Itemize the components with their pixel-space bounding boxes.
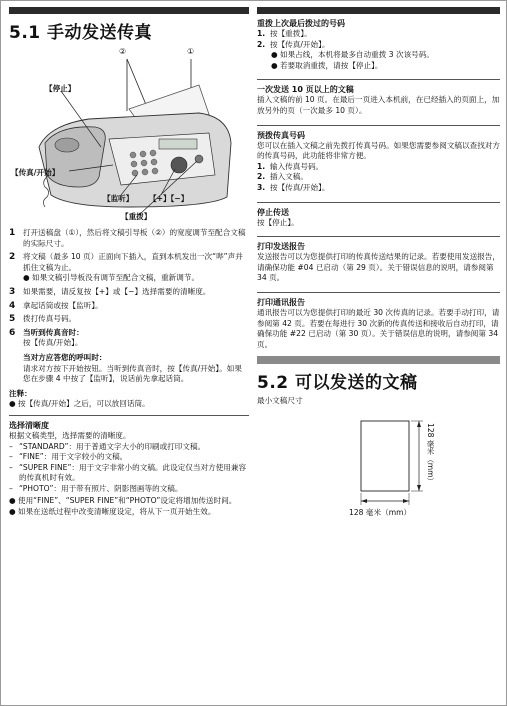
step-text: 拿起话筒或按【监听】。 — [23, 300, 103, 310]
step-6 — [9, 328, 249, 349]
step-2-bullet: ● 如果文稿引导板没有调节至配合文稿，重新调节。 — [23, 273, 200, 283]
section-bar — [257, 356, 500, 364]
step-6-action: 按【传真/开始】。 — [23, 338, 83, 348]
journal-heading: 打印通讯报告 — [257, 297, 305, 307]
answer-block — [9, 353, 249, 385]
step-text: 如果需要，请反复按【+】或【−】选择需要的清晰度。 — [23, 286, 211, 296]
callout-1: ① — [187, 47, 195, 56]
redial-heading: 重拨上次最后拨过的号码 — [257, 19, 345, 28]
note-heading: 注释： — [9, 388, 32, 398]
label-redial: 【重拨】 — [121, 212, 152, 221]
label-plus-minus: 【+】【−】 — [149, 194, 189, 203]
divider — [257, 79, 500, 80]
resolution-item: – “FINE”：用于文字较小的文稿。 — [9, 452, 128, 462]
section-title-5-1: 5.1 手动发送传真 — [9, 23, 153, 43]
resolution-heading: 选择清晰度 — [9, 420, 49, 430]
redial-bullet: ● 如果占线，本机将最多自动重拨 3 次该号码。 — [271, 50, 434, 60]
dimension-vertical: 128 毫米（mm） — [426, 422, 435, 485]
step-1 — [9, 228, 249, 249]
resolution-item: – “STANDARD”：用于普通文字大小的印刷或打印文稿。 — [9, 441, 206, 451]
bullet-dot-icon: ● — [271, 50, 278, 60]
step-text: 打开送稿盘（①），然后将文稿引导板（②）的宽度调节至配合文稿的实际尺寸。 — [23, 228, 246, 248]
step-3 — [9, 287, 249, 298]
step-number: 2 — [9, 252, 16, 263]
step-number: 5 — [9, 314, 16, 325]
note-bullet: ● 按【传真/开始】之后，可以放回话筒。 — [9, 399, 150, 409]
label-fax-start: 【传真/开始】 — [11, 168, 60, 177]
step-number: 6 — [9, 327, 16, 338]
step-2 — [9, 252, 249, 284]
preset-text: 您可以在插入文稿之前先拨打传真号码。如果您需要参阅文稿以查找对方的传真号码，此功能将非常方便。 — [257, 140, 500, 161]
step-number: 4 — [9, 300, 16, 311]
answer-heading: 当对方应答您的呼叫时： — [23, 352, 107, 362]
step-text: 拨打传真号码。 — [23, 314, 77, 324]
section-bar — [257, 7, 500, 14]
divider — [257, 236, 500, 237]
resolution-item: – “PHOTO”：用于带有照片、阴影图画等的文稿。 — [9, 483, 183, 493]
step-number: 1 — [9, 228, 16, 238]
label-stop: 【停止】 — [45, 84, 76, 93]
section-bar — [9, 7, 249, 14]
right-column — [257, 7, 500, 533]
over10-text: 插入文稿的前 10 页。在最后一页进入本机前，在已经插入的页面上，加放另外的页（一次最多 10 页）。 — [257, 95, 500, 115]
divider — [257, 125, 500, 126]
step-text: 当听到传真音时： — [23, 327, 84, 337]
redial-step: 1. 按【重拨】。 — [257, 29, 312, 38]
over10-heading: 一次发送 10 页以上的文稿 — [257, 85, 354, 95]
fax-machine-figure — [9, 47, 249, 225]
dimension-horizontal: 128 毫米（mm） — [349, 507, 412, 517]
section-title-5-2: 5.2 可以发送的文稿 — [257, 373, 418, 394]
min-document-figure — [257, 413, 500, 533]
redial-step: 2. 按【传真/开始】。 — [257, 39, 330, 49]
step-number: 3 — [9, 286, 16, 297]
preset-step: 2. 插入文稿。 — [257, 172, 308, 182]
report-heading: 打印发送报告 — [257, 242, 305, 252]
journal-text: 通讯报告可以为您提供打印的最近 30 次传真的记录。若要手动打印，请参阅第 42 页。若要在每进行 30 次新的传真传送和接收后自动打印，请确保功能 #22 已启动（第 30 页）。关于错误信息的说明，请参阅第 34 页。 — [257, 307, 500, 349]
bullet-dot-icon: ● — [271, 60, 278, 70]
bullet-dot-icon: ● — [9, 496, 16, 506]
bullet-dot-icon: ● — [9, 399, 16, 409]
divider — [257, 292, 500, 293]
stop-heading: 停止传送 — [257, 207, 289, 217]
resolution-bullet: ● 使用“FINE”、“SUPER FINE”和“PHOTO”设定将增加传送时间。 — [9, 496, 237, 506]
step-4 — [9, 301, 249, 312]
redial-bullet: ● 若要取消重拨，请按【停止】。 — [271, 60, 383, 70]
preset-step: 3. 按【传真/开始】。 — [257, 182, 330, 192]
step-text: 将文稿（最多 10 页）正面向下插入，直到本机发出一次“哔”声并抓住文稿为止。 — [23, 252, 243, 272]
preset-heading: 预拨传真号码 — [257, 130, 305, 140]
step-5 — [9, 314, 249, 325]
left-column — [9, 7, 249, 518]
label-monitor: 【监听】 — [103, 194, 134, 203]
report-text: 发送报告可以为您提供打印的传真传送结果的记录。若要使用发送报告，请确保功能 #04 已启动（第 29 页）。关于错误信息的说明，请参阅第 34 页。 — [257, 252, 500, 283]
preset-step: 1. 输入传真号码。 — [257, 161, 324, 171]
bullet-dot-icon: ● — [9, 507, 16, 517]
min-size-label: 最小文稿尺寸 — [257, 396, 303, 406]
divider — [257, 202, 500, 203]
stop-text: 按【停止】。 — [257, 217, 299, 227]
divider — [9, 415, 249, 416]
resolution-bullet: ● 如果在送纸过程中改变清晰度设定，将从下一页开始生效。 — [9, 507, 216, 517]
resolution-intro: 根据文稿类型，选择需要的清晰度。 — [9, 430, 131, 440]
bullet-dot-icon: ● — [23, 273, 30, 283]
callout-2: ② — [119, 47, 127, 56]
resolution-item: – “SUPER FINE”：用于文字非常小的文稿。此设定仅当对方使用兼容的传真机时有效。 — [9, 462, 247, 483]
answer-text: 请求对方按下开始按钮。当听到传真音时，按【传真/开始】。如果您在步骤 4 中按了【监听】，说话前先拿起话筒。 — [23, 363, 242, 384]
